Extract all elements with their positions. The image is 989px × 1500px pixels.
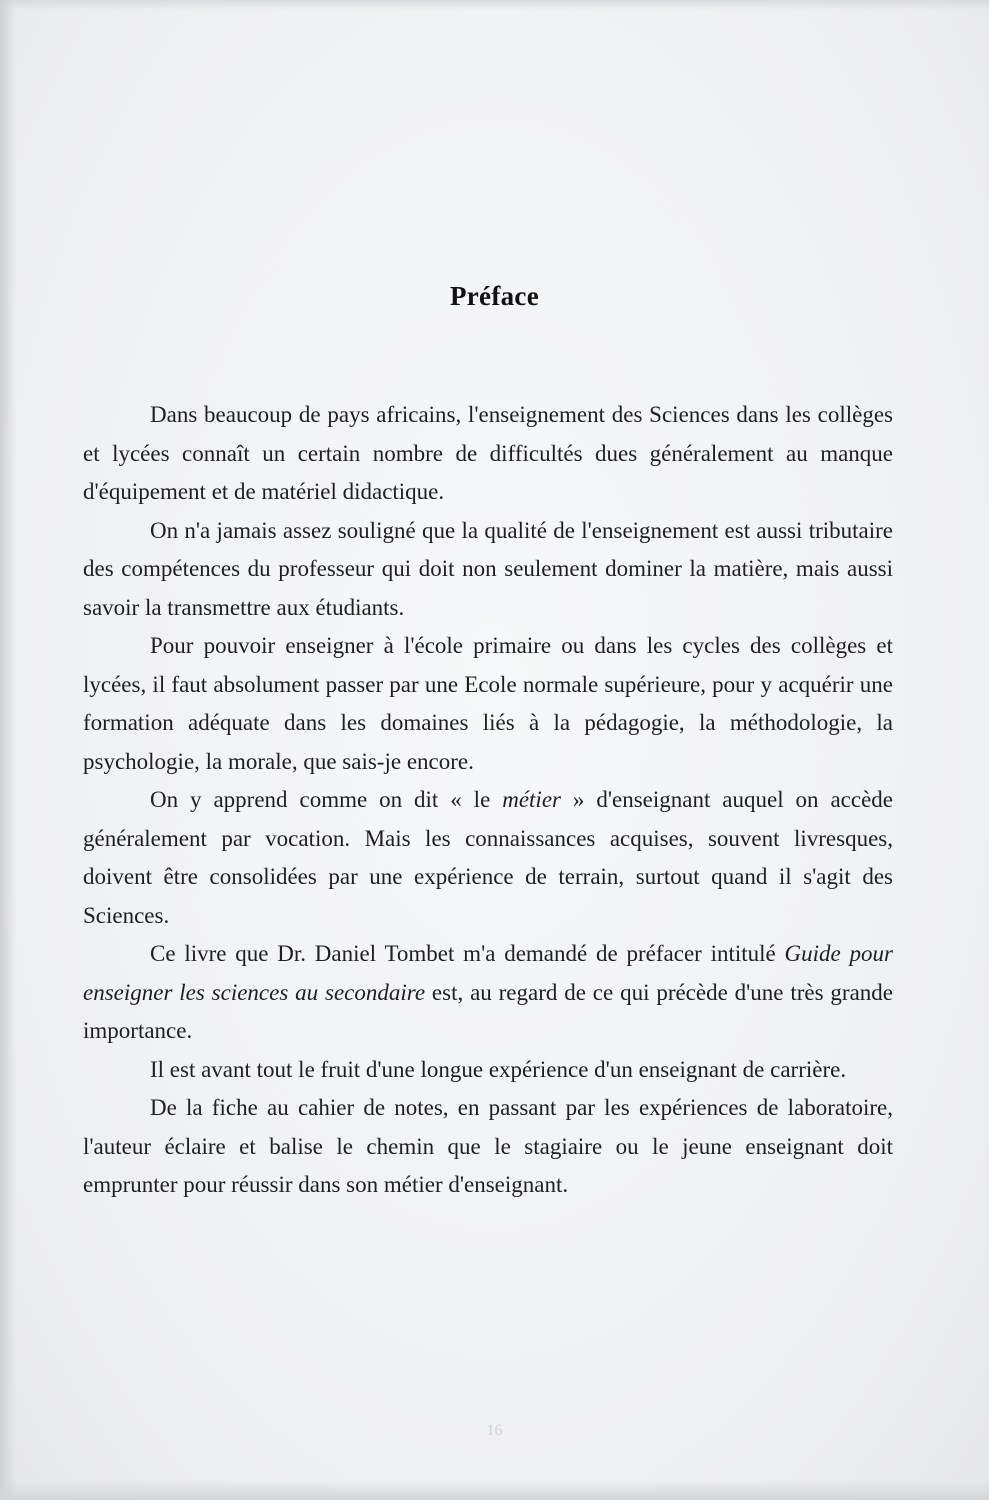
paragraph-text: Pour pouvoir enseigner à l'école primaire ou dans les cycles des collèges et lycées, il faut absolument passer par une Ecole normale supérieure, pour y acquérir une formation adéquate dans les domaines liés à la pédagogie, la méthodologie, la psychologie, la morale, que sais-je encore. (83, 633, 893, 774)
paragraph-text: est, au regard de ce qui précède d'une très grande importance. (83, 979, 894, 1043)
page-bottom-shadow (0, 1480, 989, 1500)
preface-paragraph (83, 627, 893, 781)
page-title: Préface (449, 281, 540, 311)
preface-paragraph (83, 1089, 893, 1205)
preface-paragraph (83, 1051, 893, 1090)
page-number: 16 (486, 1422, 503, 1439)
paragraph-text: Dans beaucoup de pays africains, l'enseignement des Sciences dans les collèges et lycées connaît un certain nombre de difficultés dues généralement au manque d'équipement et de matériel didactique. (83, 402, 893, 504)
paragraph-text: On y apprend comme on dit « le (150, 787, 503, 812)
paragraph-text: Il est avant tout le fruit d'une longue expérience d'un enseignant de carrière. (150, 1056, 847, 1082)
page-gutter-shadow (0, 0, 16, 1500)
italic-text: Guide pour enseigner les sciences au secondaire (83, 941, 893, 1005)
preface-paragraph (83, 512, 893, 628)
preface-paragraph (83, 781, 893, 935)
paragraph-text: Ce livre que Dr. Daniel Tombet m'a demandé de préfacer intitulé (150, 941, 785, 966)
paragraph-text: On n'a jamais assez souligné que la qualité de l'enseignement est aussi tributaire des compétences du professeur qui doit non seulement dominer la matière, mais aussi savoir la transmettre aux étudiants. (83, 517, 893, 620)
page-top-shadow (0, 0, 989, 10)
preface-body (83, 396, 893, 1205)
preface-paragraph (83, 396, 893, 512)
preface-paragraph (83, 935, 893, 1051)
italic-text: métier (502, 787, 561, 812)
paragraph-text: De la fiche au cahier de notes, en passant par les expériences de laboratoire, l'auteur éclaire et balise le chemin que le stagiaire ou le jeune enseignant doit emprunter pour réussir dans son métier d'enseignant. (83, 1095, 893, 1197)
paragraph-text: » d'enseignant auquel on accède généralement par vocation. Mais les connaissances acquises, souvent livresques, doivent être consolidées par une expérience de terrain, surtout quand il s'agit des Sciences. (83, 787, 893, 928)
